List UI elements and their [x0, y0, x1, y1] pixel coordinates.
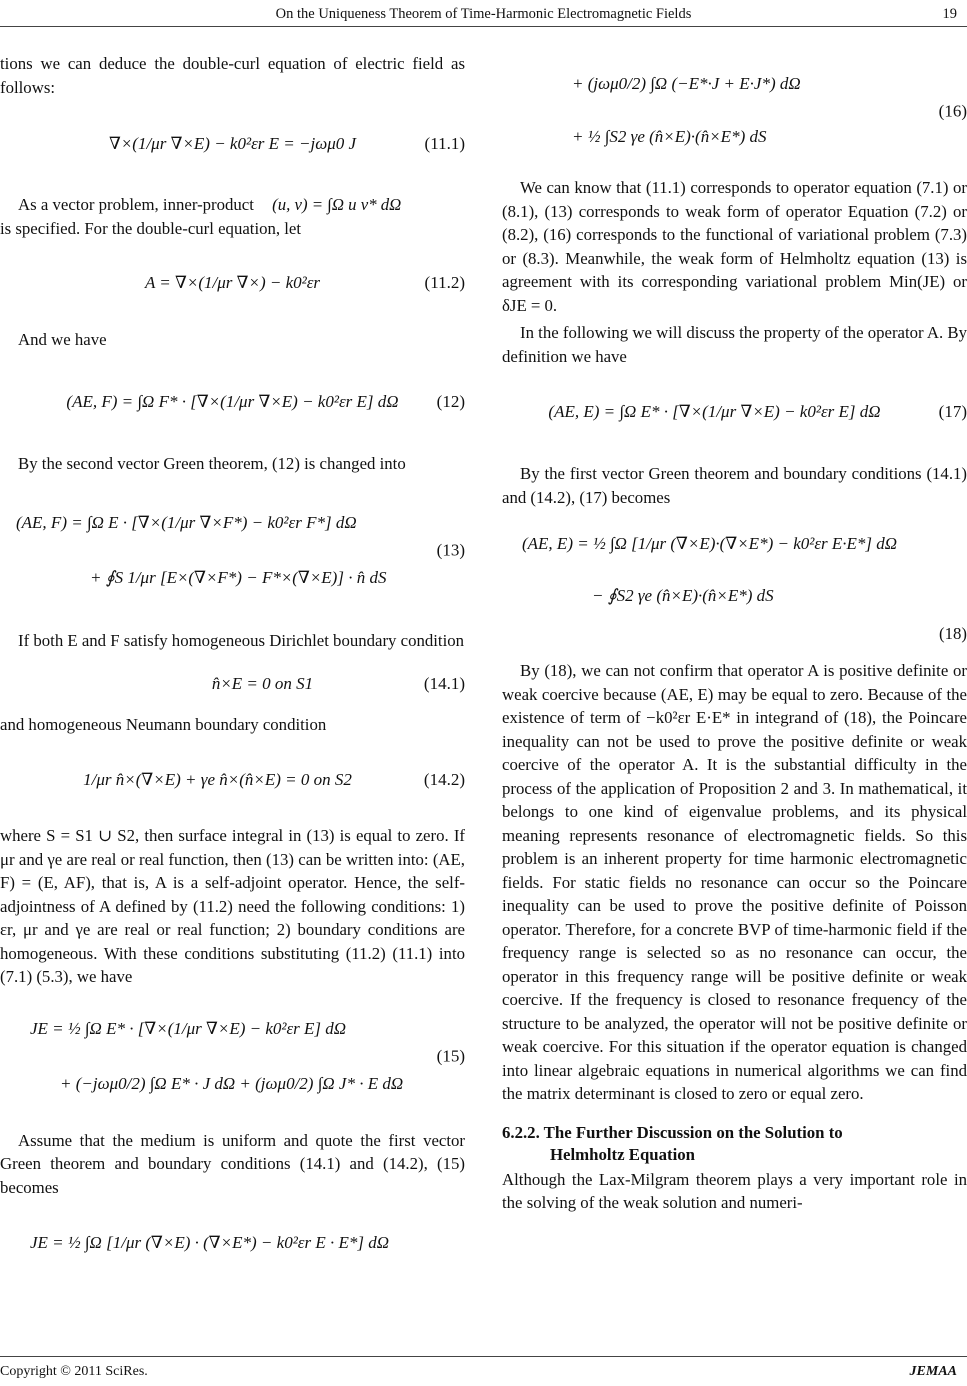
equation-line: + (jωμ0/2) ∫Ω (−E*·J + E·J*) dΩ: [572, 74, 801, 93]
equation-line: (AE, E) = ½ ∫Ω [1/μr (∇×E)·(∇×E*) − k0²εr E·E*] dΩ: [522, 534, 898, 553]
paragraph: By the second vector Green theorem, (12) is changed into: [18, 453, 406, 473]
equation-line: JE = ½ ∫Ω E* · [∇×(1/μr ∇×E) − k0²εr E] dΩ: [30, 1018, 347, 1038]
equation-body: (AE, F) = ∫Ω F* · [∇×(1/μr ∇×E) − k0²εr E] dΩ: [66, 391, 399, 411]
equation-11-2: [0, 260, 465, 306]
equation-body: ∇×(1/μr ∇×E) − k0²εr E = −jωμ0 J: [108, 134, 357, 153]
equation-number-18: (18): [939, 624, 967, 643]
equation-line: (AE, F) = ∫Ω E · [∇×(1/μr ∇×F*) − k0²εr F*] dΩ: [16, 513, 357, 532]
paragraph: is specified. For the double-curl equation, let: [0, 218, 302, 238]
copyright-text: Copyright © 2011 SciRes.: [0, 1364, 148, 1379]
equation-body: A = ∇×(1/μr ∇×) − k0²εr: [144, 273, 321, 292]
equation-number: (16): [938, 101, 967, 121]
header-title: On the Uniqueness Theorem of Time-Harmonic Electromagnetic Fields: [275, 6, 692, 22]
paragraph: Although the Lax-Milgram theorem plays a very important role in the solving of the weak solution and numeri-: [502, 1169, 967, 1212]
equation-number: (13): [436, 540, 465, 560]
inline-formula: (u, v) = ∫Ω u v* dΩ: [272, 195, 402, 214]
heading-line-2: Helmholtz Equation: [550, 1144, 695, 1164]
equation-line: + (−jωμ0/2) ∫Ω E* · J dΩ + (jωμ0/2) ∫Ω J* · E dΩ: [60, 1073, 404, 1093]
paragraph: In the following we will discuss the property of the operator A. By definition we have: [502, 323, 967, 366]
paragraph: [0, 193, 465, 217]
equation-body: (AE, E) = ∫Ω E* · [∇×(1/μr ∇×E) − k0²εr E] dΩ: [548, 402, 881, 421]
equation-12: [0, 374, 465, 430]
paragraph: where S = S1 ∪ S2, then surface integral in (13) is equal to zero. If μr and γe are real or real function, then (13) can be written into: (AE, F) = (E, AF), that is, A is a self-adjoint operator. Hence, the self-adjointness of A defined by (11.2) need the following conditions: 1) εr, μr and γe are real or real function; 2) boundary conditions are homogeneous. With these conditions substituting (11.2) (11.1) into (7.1) (5.3), we have: [0, 826, 465, 986]
equation-17: [502, 384, 967, 440]
equation-number: (14.2): [423, 770, 465, 789]
equation-body: n̂×E = 0 on S1: [211, 673, 314, 693]
paragraph: and homogeneous Neumann boundary condition: [0, 714, 327, 734]
paragraph-text: As a vector problem, inner-product: [18, 195, 254, 214]
page-number: 19: [942, 6, 957, 22]
equation-13: [0, 493, 465, 607]
equation-15-continued: [0, 1215, 465, 1271]
equation-15: [0, 999, 465, 1113]
header-rule: [0, 26, 967, 27]
equation-number: (15): [436, 1045, 465, 1065]
equation-number: (14.1): [423, 673, 465, 693]
journal-name: JEMAA: [909, 1364, 957, 1379]
equation-line: + ½ ∫S2 γe (n̂×E)·(n̂×E*) dS: [572, 127, 767, 146]
paragraph: Assume that the medium is uniform and quote the first vector Green theorem and boundary conditions (14.1) and (14.2), (15) becomes: [0, 1130, 465, 1197]
equation-line: + ∮S 1/μr [E×(∇×F*) − F*×(∇×E)] · n̂ dS: [90, 568, 387, 587]
equation-number: (11.1): [424, 134, 465, 153]
equation-number: (17): [938, 402, 967, 421]
equation-line: − ∮S2 γe (n̂×E)·(n̂×E*) dS: [592, 586, 774, 605]
paragraph: By (18), we can not confirm that operator A is positive definite or weak coercive because (AE, E) may be equal to zero. Because of the existence of term of −k0²εr E·E* in integrand of (18), the Poincare inequality can not be used to prove the positive definite or weak coercive of the operator A. It is the substantial difficulty in the process of the application of Proposition 2 and 3. In mathematical, it belongs to one kind of eigenvalue problems, and its physical meaning represents resonance of electromagnetic fields. So this problem is an inherent property for time harmonic electromagnetic fields. For static fields no resonance can occur so the Poincare inequality can be used to prove the positive definite of Poisson operator. Therefore, for a concrete BVP of time-harmonic field if the frequency range is selected so as no resonance can occur, the operator in this frequency range will be positive definite or weak coercive. If the frequency is closed to resonance frequency of the structure to be analyzed, the operator will not be positive definite or weak coercive. For this situation if the operator equation is changed into linear algebraic equations in numerical algorithms we can find the matrix determinant is closed to zero or equal zero.: [502, 661, 967, 1103]
equation-body: JE = ½ ∫Ω [1/μr (∇×E) · (∇×E*) − k0²εr E · E*] dΩ: [30, 1233, 390, 1252]
paragraph: If both E and F satisfy homogeneous Dirichlet boundary condition: [18, 631, 465, 650]
equation-number: (12): [436, 391, 465, 411]
equation-number: (11.2): [424, 273, 465, 292]
heading-number: 6.2.2.: [502, 1122, 540, 1142]
equation-14-2: [0, 752, 465, 808]
left-column: [0, 52, 465, 1271]
equation-18: [502, 517, 967, 621]
footer-rule: [0, 1356, 967, 1357]
right-column: [502, 52, 967, 1215]
equation-14-1: [0, 667, 465, 701]
section-heading: [502, 1122, 967, 1166]
running-header: [0, 6, 967, 23]
heading-line-1: The Further Discussion on the Solution to: [543, 1122, 843, 1142]
paragraph: And we have: [18, 330, 107, 349]
paragraph: By the first vector Green theorem and boundary conditions (14.1) and (14.2), (17) becomes: [502, 464, 967, 507]
paragraph: We can know that (11.1) corresponds to operator equation (7.1) or (8.1), (13) corresponds to weak form of operator Equation (7.2) or (8.2), (16) corresponds to the functional of variational problem (7.3) or (8.3). Meanwhile, the weak form of Helmholtz equation (13) is agreement with its corresponding variational problem Min(JE) or δJE = 0.: [502, 178, 967, 315]
equation-body: 1/μr n̂×(∇×E) + γe n̂×(n̂×E) = 0 on S2: [83, 770, 352, 789]
paragraph: tions we can deduce the double-curl equation of electric field as follows:: [0, 54, 465, 97]
equation-11-1: [0, 121, 465, 167]
equation-16: [502, 56, 967, 166]
